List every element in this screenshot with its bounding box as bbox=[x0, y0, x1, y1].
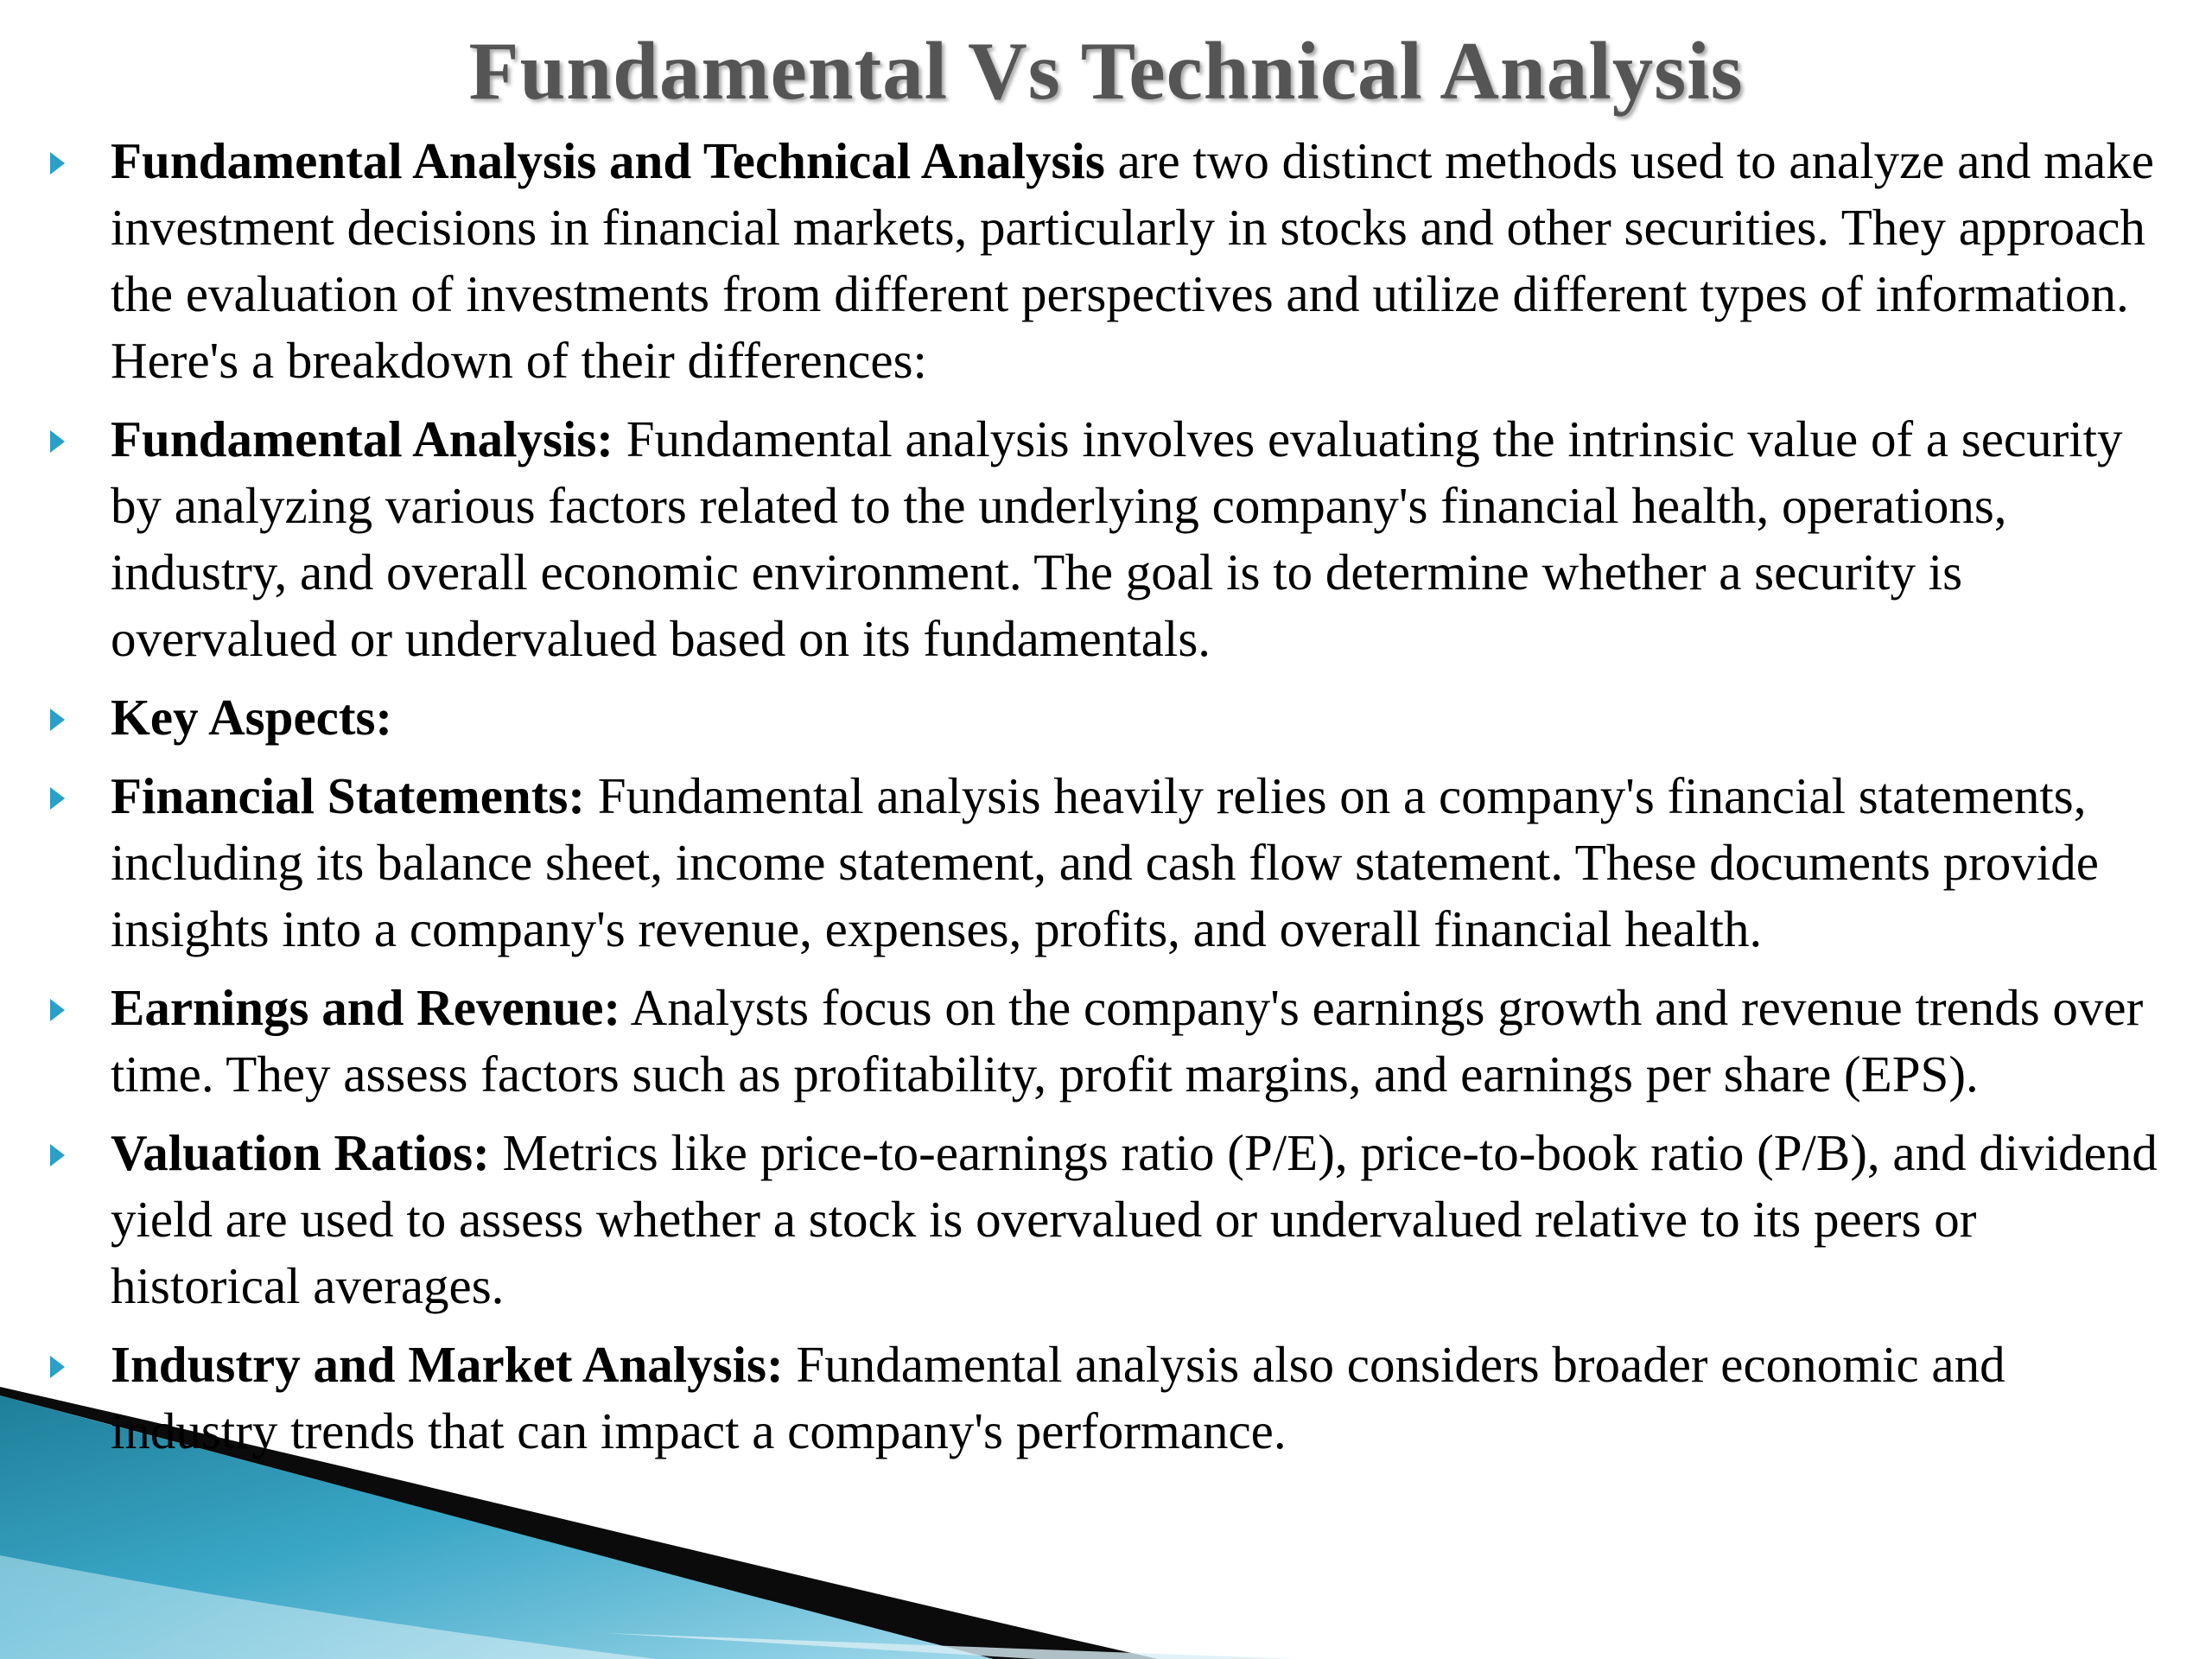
triangle-right-icon bbox=[50, 1144, 65, 1166]
bullet-list bbox=[0, 128, 2212, 1477]
triangle-right-icon bbox=[50, 1356, 65, 1378]
bullet-lead: Earnings and Revenue: bbox=[111, 979, 621, 1036]
bullet-text: Metrics like price-to-earnings ratio (P/E), price-to-book ratio (P/B), and dividend yield are used to assess whether a stock is overvalued or undervalued relative to its peers or historical averages. bbox=[111, 1124, 2158, 1314]
bullet-lead: Industry and Market Analysis: bbox=[111, 1336, 784, 1393]
triangle-right-icon bbox=[50, 152, 65, 175]
slide-title: Fundamental Vs Technical Analysis bbox=[468, 25, 1744, 117]
bullet-text: Fundamental analysis heavily relies on a company's financial statements, including its balance sheet, income statement, and cash flow statement. These documents provide insights into a company's revenue, expenses, profits, and overall financial health. bbox=[111, 767, 2099, 957]
triangle-right-icon bbox=[50, 999, 65, 1021]
bullet-item bbox=[0, 975, 2212, 1108]
bullet-lead: Fundamental Analysis: bbox=[111, 410, 613, 467]
bullet-item bbox=[0, 1120, 2212, 1319]
bullet-item bbox=[0, 128, 2212, 394]
bullet-text: Fundamental analysis also considers broader economic and industry trends that can impact a company's performance. bbox=[111, 1336, 2005, 1459]
bullet-item bbox=[0, 684, 2212, 751]
bullet-item bbox=[0, 763, 2212, 963]
triangle-right-icon bbox=[50, 709, 65, 731]
bullet-lead: Key Aspects: bbox=[111, 689, 393, 746]
bullet-lead: Fundamental Analysis and Technical Analysis bbox=[111, 132, 1105, 189]
triangle-right-icon bbox=[50, 430, 65, 453]
bullet-item bbox=[0, 406, 2212, 672]
bullet-text: Analysts focus on the company's earnings growth and revenue trends over time. They assess factors such as profitability, profit margins, and earnings per share (EPS). bbox=[111, 979, 2144, 1103]
bullet-lead: Financial Statements: bbox=[111, 767, 585, 824]
bullet-item bbox=[0, 1332, 2212, 1465]
bullet-text: Fundamental analysis involves evaluating the intrinsic value of a security by analyzing various factors related to the underlying company's financial health, operations, industry, and overall economic environment. The goal is to determine whether a security is overvalued or undervalued based on its fundamentals. bbox=[111, 410, 2123, 667]
bullet-lead: Valuation Ratios: bbox=[111, 1124, 490, 1181]
bullet-text: are two distinct methods used to analyze and make investment decisions in financial markets, particularly in stocks and other securities. They approach the evaluation of investments from different perspectives and utilize different types of information. Here's a breakdown of their differences: bbox=[111, 132, 2154, 389]
triangle-right-icon bbox=[50, 787, 65, 810]
